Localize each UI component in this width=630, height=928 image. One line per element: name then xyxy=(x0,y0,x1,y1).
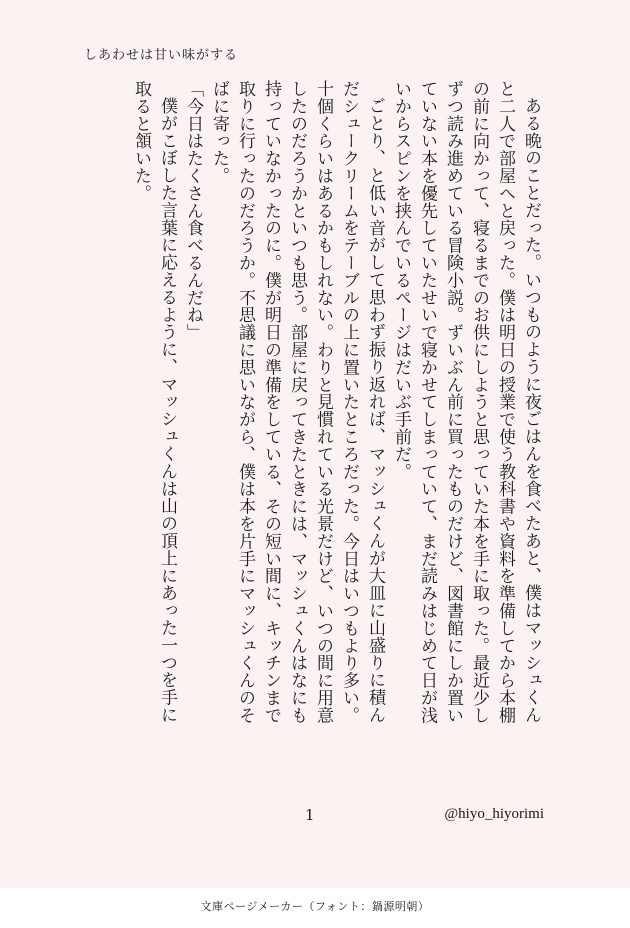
paragraph: ごとり、と低い音がして思わず振り返れば、マッシュくんが大皿に山盛りに積んだシュークリームをテーブルの上に置いたところだった。今日はいつもより多い。十個くらいはあるかもしれない。わりと見慣れている光景だけど、いつの間に用意したのだろうかといつも思う。部屋に戻ってきたときには、マッシュくんはなにも持っていなかったのに。僕が明日の準備をしている、その短い間に、キッチンまで取りに行ったのだろうか。不思議に思いながら、僕は本を片手にマッシュくんのそばに寄った。 xyxy=(209,80,385,724)
book-title: しあわせは甘い味がする xyxy=(84,48,239,63)
body-text xyxy=(128,80,544,730)
footer-credit: 文庫ページメーカー（フォント：鍋源明朝） xyxy=(200,900,430,913)
footer xyxy=(0,888,630,928)
page-number: 1 xyxy=(305,806,315,824)
paragraph: ある晩のことだった。いつものように夜ごはんを食べたあと、僕はマッシュくんと二人で部屋へと戻った。僕は明日の授業で使う教科書や資料を準備してから本棚の前に向かって、寝るまでのお供にしようと思っていた本を手に取った。最近少しずつ読み進めている冒険小説。ずいぶん前に買ったものだけど、図書館にしか置いていない本を優先していたせいで寝かせてしまっていて、まだ読みはじめて日が浅いからスピンを挟んでいるページはだいぶ手前だ。 xyxy=(391,80,541,724)
dialogue-line: 「今日はたくさん食べるんだね」 xyxy=(183,80,203,341)
paragraph: 僕がこぼした言葉に応えるように、マッシュくんは山の頂上にあった一つを手に取ると頷いた。 xyxy=(131,80,177,724)
author-handle: @hiyo_hiyorimi xyxy=(444,806,544,822)
